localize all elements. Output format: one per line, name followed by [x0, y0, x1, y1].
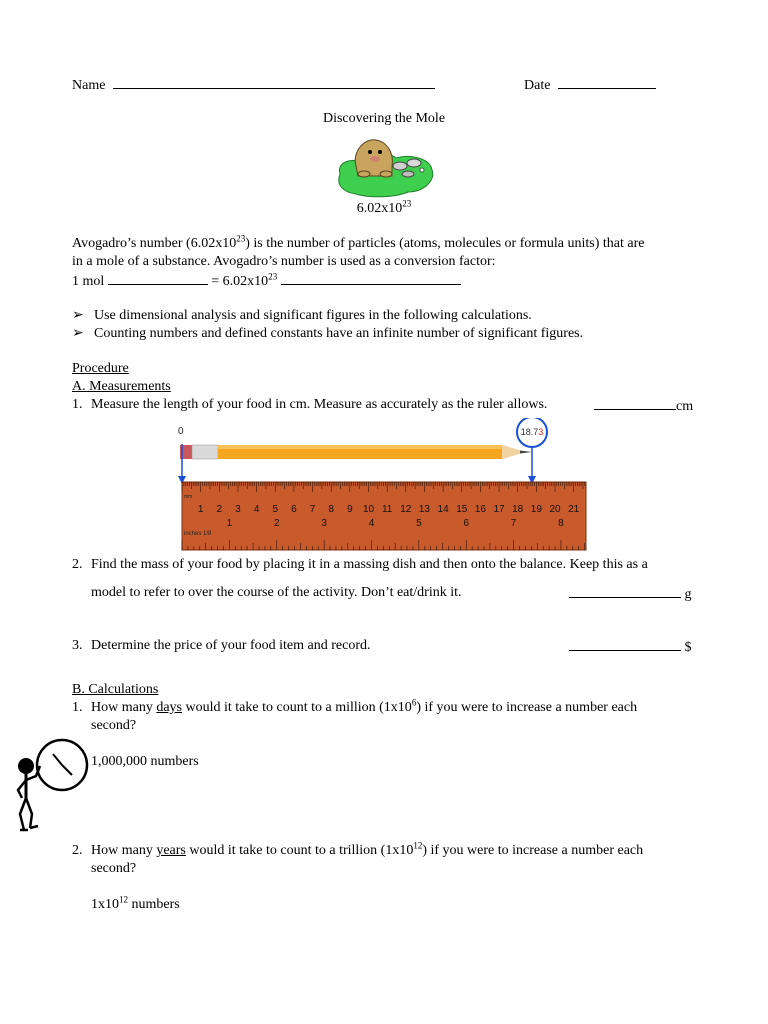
q1-text-b: would it take to count to a million (1x10 [185, 700, 412, 715]
conversion-equals: = 6.02x10 [211, 274, 269, 289]
mole-caption-base: 6.02x10 [356, 201, 403, 216]
q1-given: 1,000,000 numbers [91, 754, 199, 769]
length-blank[interactable] [594, 397, 676, 410]
intro-line-1-a: Avogadro’s number (6.02x10 [72, 236, 237, 251]
ruler-cm-number: 21 [568, 504, 580, 515]
procedure-item-3 [72, 638, 371, 654]
ruler-cm-number: 2 [216, 504, 223, 515]
ruler-cm-number: 6 [291, 504, 297, 515]
item-1-text: Measure the length of your food in cm. Measure as accurately as the ruler allows. [91, 397, 548, 412]
mass-blank[interactable] [569, 585, 681, 598]
ruler-cm-number: 7 [309, 504, 316, 515]
ruler-cm-numbers [198, 504, 580, 515]
stick-figure-clock-icon [8, 736, 92, 832]
q1-line-2: second? [91, 718, 137, 733]
item-2-line-2: model to refer to over the course of the activity. Don’t eat/drink it. [91, 585, 462, 600]
ruler-inch-number: 1 [226, 518, 233, 529]
section-a-heading: A. Measurements [72, 379, 171, 394]
ruler-inches-label: inches 1/8 [184, 531, 212, 537]
intro-line-1 [72, 233, 645, 252]
ruler-cm-number: 5 [272, 504, 279, 515]
bullet-text: Counting numbers and defined constants have an infinite number of significant figures. [94, 326, 584, 341]
ruler-cm-number: 17 [493, 504, 505, 515]
ruler-cm-number: 13 [418, 504, 431, 515]
ruler-inch-number: 5 [416, 518, 422, 529]
ruler-cm-number: 10 [362, 504, 375, 515]
ruler-pencil-figure [172, 418, 590, 552]
reading-label: 18.73 [520, 427, 544, 437]
ruler-cm-number: 18 [512, 504, 524, 515]
mole-illustration [334, 136, 438, 202]
ruler-cm-number: 3 [235, 504, 241, 515]
ruler-cm-number: 15 [456, 504, 468, 515]
ruler-inch-number: 6 [463, 518, 470, 529]
bullet-item [72, 325, 583, 342]
ruler-zero-label: 0 [178, 426, 184, 437]
mole-caption [0, 198, 768, 217]
item-number: 2. [72, 843, 83, 858]
q2-exponent: 12 [413, 840, 423, 851]
intro-line-1-b: ) is the number of particles (atoms, molecules or formula units) that are [245, 236, 645, 251]
bullet-item [72, 307, 532, 324]
ruler-inch-number: 4 [368, 518, 375, 529]
conversion-blank-1[interactable] [108, 272, 208, 285]
conversion-exponent: 23 [268, 271, 278, 282]
arrow-bullet-icon: ➢ [72, 308, 84, 323]
ruler-inch-number: 3 [321, 518, 327, 529]
mole-caption-exponent: 23 [402, 198, 412, 209]
arrow-bullet-icon: ➢ [72, 326, 84, 341]
q1-text-a: How many [91, 700, 153, 715]
procedure-heading: Procedure [72, 361, 129, 376]
ruler-cm-number: 16 [474, 504, 486, 515]
q1-days-word: days [156, 700, 182, 715]
ruler-inch-number: 2 [273, 518, 280, 529]
item-number: 2. [72, 557, 83, 572]
q2-given-base: 1x10 [91, 897, 119, 912]
reading-arrow-icon [528, 447, 536, 484]
q2-given-exponent: 12 [119, 894, 128, 905]
ruler-cm-number: 12 [400, 504, 412, 515]
intro-line-1-exponent: 23 [236, 233, 246, 244]
q1-exponent: 6 [411, 697, 417, 708]
section-b-heading: B. Calculations [72, 682, 159, 697]
ruler-cm-number: 4 [253, 504, 260, 515]
q2-text-b: would it take to count to a trillion (1x10 [189, 843, 414, 858]
q2-text-c: ) if you were to increase a number each [422, 843, 644, 858]
ruler-cm-number: 11 [381, 504, 393, 515]
q1-text-c: ) if you were to increase a number each [416, 700, 638, 715]
ruler-cm-number: 1 [197, 504, 204, 515]
item-number: 3. [72, 638, 83, 653]
price-blank[interactable] [569, 638, 681, 651]
item-number: 1. [72, 397, 83, 412]
length-answer [594, 397, 693, 415]
price-unit: $ [684, 640, 692, 655]
name-blank[interactable] [113, 76, 435, 89]
ruler-cm-number: 8 [328, 504, 334, 515]
q2-text-a: How many [91, 843, 153, 858]
mass-unit: g [684, 587, 692, 602]
ruler-mm-label: mm [184, 494, 193, 500]
ruler-cm-number: 20 [549, 504, 561, 515]
calc-question-1 [72, 697, 638, 716]
name-field-row [72, 76, 435, 94]
intro-line-2: in a mole of a substance. Avogadro’s number is used as a conversion factor: [72, 254, 496, 269]
q2-given-rest: numbers [128, 897, 180, 912]
page-title: Discovering the Mole [322, 111, 446, 126]
bullet-text: Use dimensional analysis and significant figures in the following calculations. [94, 308, 532, 323]
intro-line-3 [72, 272, 461, 290]
conversion-blank-2[interactable] [281, 272, 461, 285]
item-3-text: Determine the price of your food item and record. [91, 638, 371, 653]
q2-line-2: second? [91, 861, 137, 876]
ruler-cm-number: 19 [530, 504, 542, 515]
q2-years-word: years [156, 843, 186, 858]
date-label: Date [524, 78, 551, 93]
ruler-inch-number: 8 [558, 518, 564, 529]
q2-given [91, 894, 180, 913]
ruler-cm-number: 9 [347, 504, 353, 515]
procedure-item-2 [72, 557, 648, 573]
mass-answer [569, 585, 692, 603]
ruler [182, 482, 586, 550]
length-unit: cm [676, 399, 694, 414]
date-blank[interactable] [558, 76, 656, 89]
item-number: 1. [72, 700, 83, 715]
pencil-icon [180, 445, 532, 459]
name-label: Name [72, 78, 106, 93]
calc-question-2 [72, 840, 644, 859]
item-2-line-1: Find the mass of your food by placing it in a massing dish and then onto the balance. Keep this as a [91, 557, 648, 572]
procedure-item-1 [72, 397, 547, 413]
ruler-inch-number: 7 [510, 518, 517, 529]
date-field-row [524, 76, 656, 94]
conversion-mol-label: 1 mol [72, 274, 105, 289]
price-answer [569, 638, 692, 656]
ruler-cm-number: 14 [437, 504, 449, 515]
